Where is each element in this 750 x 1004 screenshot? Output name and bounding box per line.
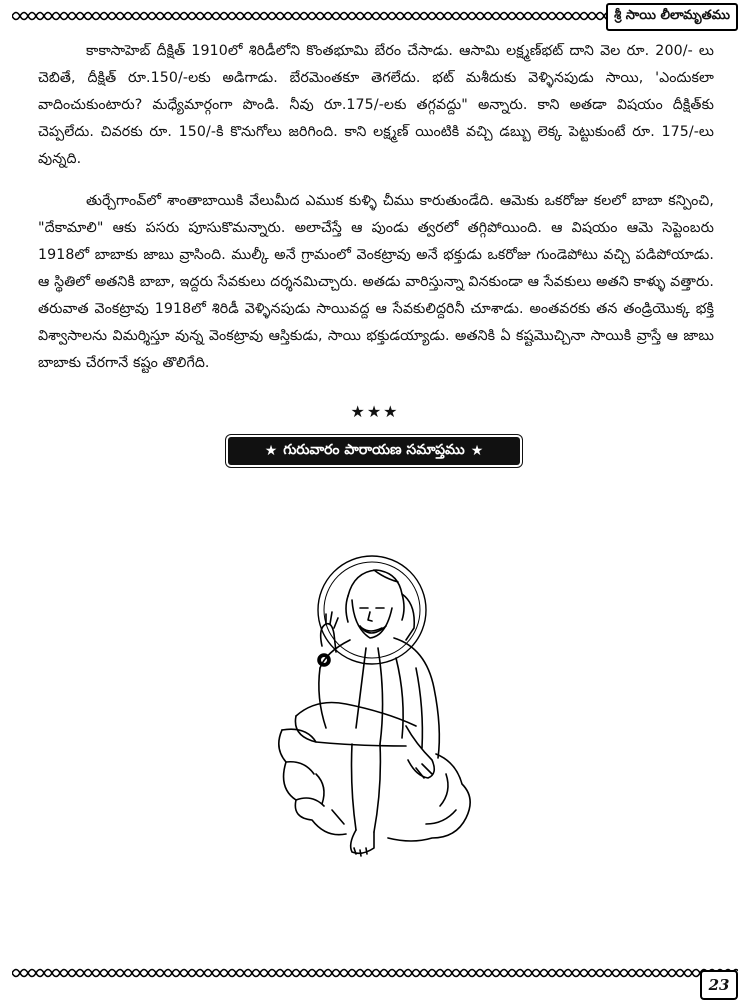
- bottom-decorative-border: [12, 965, 738, 981]
- star-icon: ★: [264, 443, 278, 459]
- page-number: 23: [700, 970, 738, 1000]
- star-icon: ★: [470, 443, 484, 459]
- section-separator: ★★★: [350, 402, 400, 421]
- chapter-end-banner: [228, 437, 520, 465]
- banner-text: గురువారం పారాయణ సమాప్తము: [283, 441, 465, 458]
- paragraph-1: కాకాసాహెబ్ దీక్షిత్ 1910లో శిరిడీలోని కొంతభూమి బేరం చేసాడు. ఆసామి లక్ష్మణ్‌భట్ దాని వెల రూ. 200/- లు చెబితే, దీక్షిత్ రూ.150/-లకు అడిగాడు. బేరమెంతకూ తెగలేదు. భట్ మశీదుకు వెళ్ళినపుడు సాయి, 'ఎందుకలా వాదించుకుంటారు? మధ్యేమార్గంగా పొండి. నీవు రూ.175/-లకు తగ్గవద్దు" అన్నారు. కాని అతడా విషయం దీక్షిత్‌కు చెప్పలేదు. చివరకు రూ. 150/-కి కొనుగోలు జరిగింది. కాని లక్ష్మణ్ యింటికి వచ్చి డబ్బు లెక్క పెట్టుకుంటే రూ. 175/-లు వున్నది.: [38, 43, 714, 167]
- body-text: [38, 38, 714, 377]
- sai-baba-illustration: [256, 548, 506, 878]
- paragraph-2: తుర్చేగాంవ్‌లో శాంతాబాయికి వేలుమీద ఎముక కుళ్ళి చీము కారుతుండేది. ఆమెకు ఒకరోజు కలలో బాబా కన్పించి, "దేకామాలి" ఆకు పసరు పూసుకొమన్నారు. అలాచేస్తే ఆ పుండు త్వరలో తగ్గిపోయింది. ఆ విషయం ఆమె సెప్టెంబరు 1918లో బాబాకు జాబు వ్రాసింది. ముల్కీ అనే గ్రామంలో వెంకట్రావు అనే భక్తుడు ఒకరోజు గుండెపోటు వచ్చి పడిపోయాడు. ఆ స్థితిలో అతనికి బాబా, ఇద్దరు సేవకులు దర్శనమిచ్చారు. అతడు వారిస్తున్నా వినకుండా ఆ సేవకులు అతని కాళ్ళు వత్తారు. తరువాత వెంకట్రావు 1918లో శిరిడీ వెళ్ళినపుడు సాయివద్ద ఆ సేవకులిద్దరినీ చూశాడు. అంతవరకు తన తండ్రియొక్క భక్తి విశ్వాసాలను విమర్శిస్తూ వున్న వెంకట్రావు ఆస్తికుడు, సాయి భక్తుడయ్యాడు. అతనికి ఏ కష్టమొచ్చినా సాయికి వ్రాస్తే ఆ జాబు బాబాకు చేరగానే కష్టం తొలిగేది.: [38, 193, 714, 371]
- header-title: శ్రీ సాయి లీలామృతము: [606, 3, 738, 31]
